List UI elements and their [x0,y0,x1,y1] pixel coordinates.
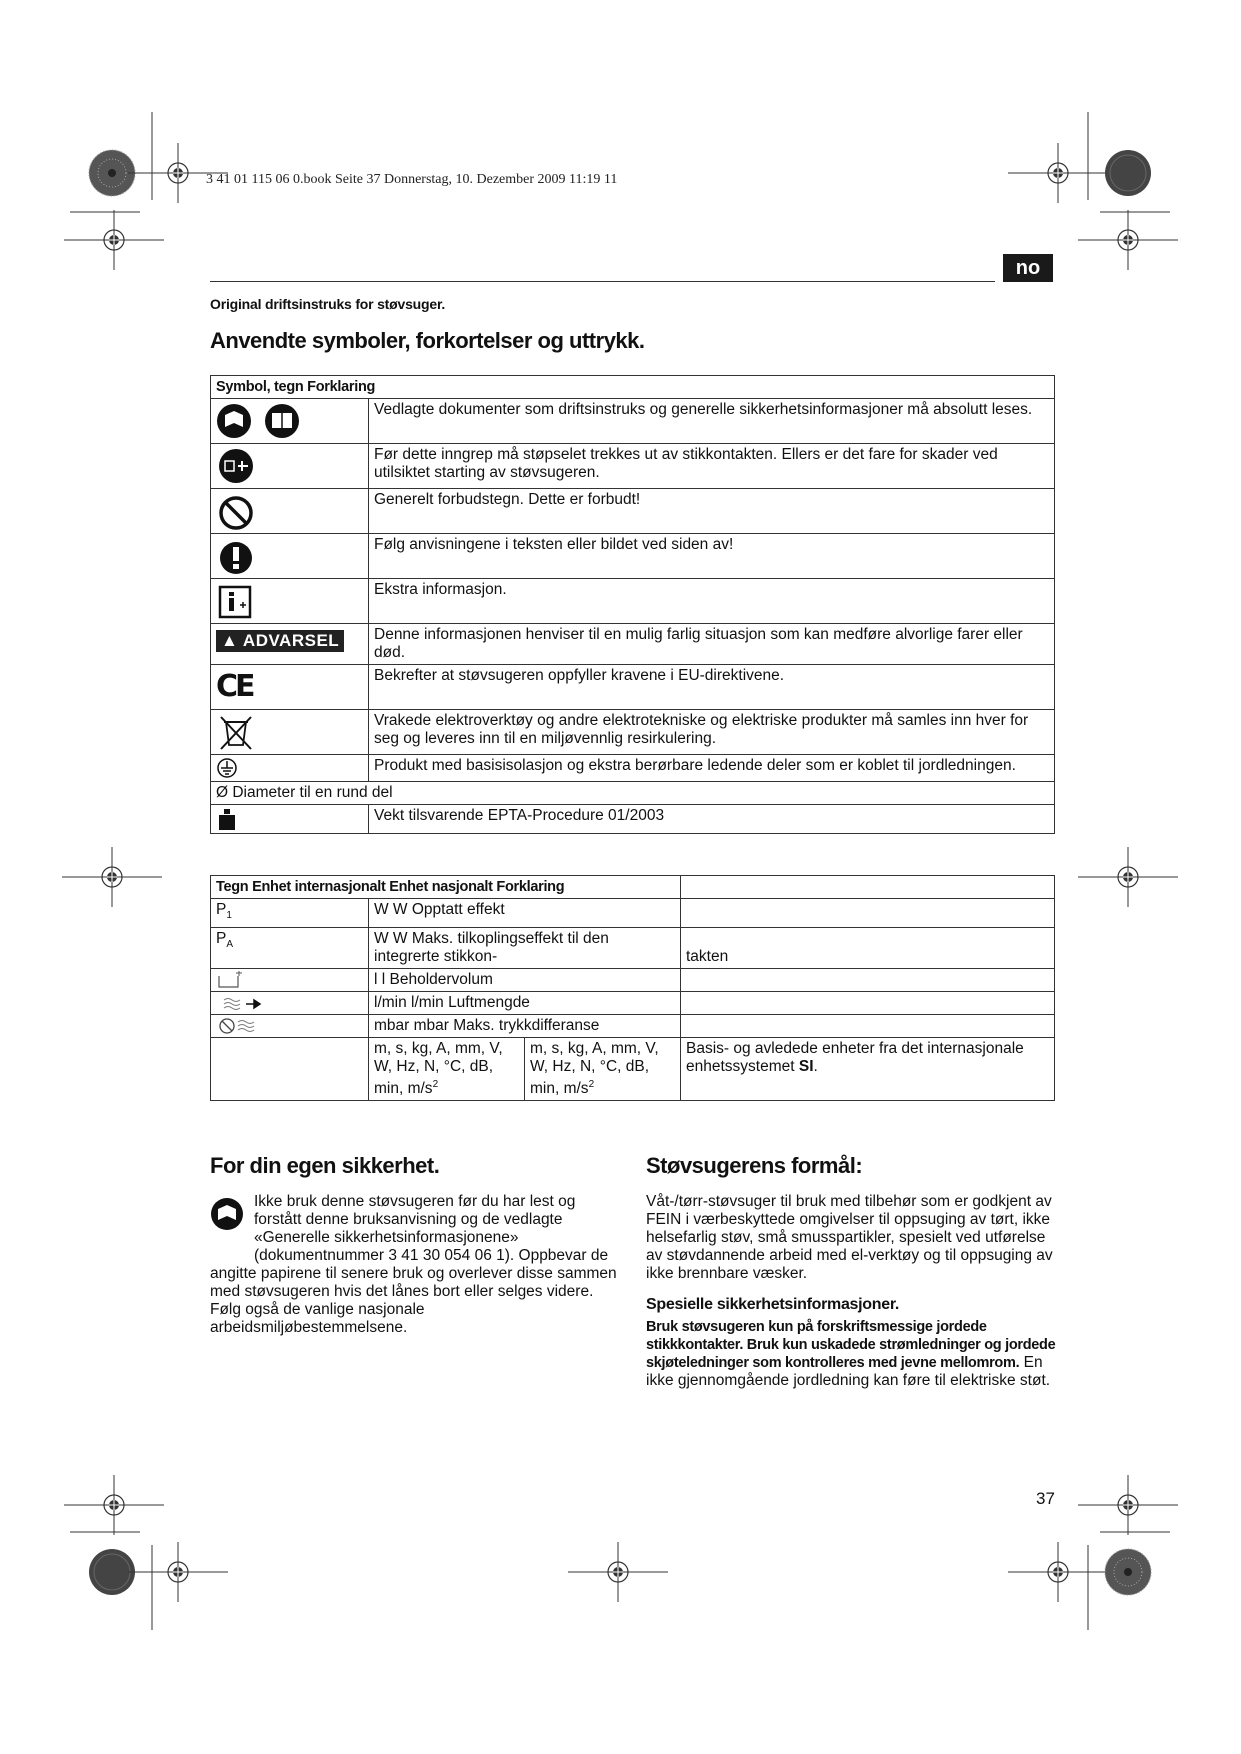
symbol-description: Ø Diameter til en rund del [211,782,1055,805]
purpose-paragraph: Våt-/tørr-støvsuger til bruk med tilbehør som er godkjent av FEIN i værbeskyttede omgivelser til oppsuging av tørt, ikke helsefarlig støv, små smusspartikler, spesielt ved utførelse av støvdannende arbeid med el-verktøy og til oppsuging av ikke brennbare væsker. [646,1193,1053,1282]
print-info: 3 41 01 115 06 0.book Seite 37 Donnerstag, 10. Dezember 2009 11:19 11 [206,172,618,187]
unit-description: W W Maks. tilkoplingseffekt til den integrerte stikkon- [369,928,681,969]
symbol-description: Generelt forbudstegn. Dette er forbudt! [369,489,1055,534]
safety-title: For din egen sikkerhet. [210,1153,440,1178]
ce-mark-icon: CE [216,669,253,704]
table-row [211,624,1055,665]
unit-description: l/min l/min Luftmengde [369,992,681,1015]
si-units-national: m, s, kg, A, mm, V, W, Hz, N, °C, dB, min, m/s [530,1040,659,1098]
table-row [211,969,1055,992]
table-row [211,399,1055,444]
page-title: Anvendte symboler, forkortelser og uttrykk. [210,328,645,353]
units-table-header: Tegn Enhet internasjonalt Enhet nasjonalt Forklaring [211,876,681,899]
read-manual-icon [216,401,300,441]
prohibited-icon [216,491,256,531]
table-header-row [211,876,1055,899]
table-row: m, s, kg, A, mm, V, W, Hz, N, °C, dB, min, $m/s^2$ m, s, kg, A, mm, V, W, Hz, N, °C, dB, min, $m/s^2$ Basis- og avledede enheter fra det internasjonale enhetssystemet SI. [211,1038,1055,1101]
unit-description: mbar mbar Maks. trykkdifferanse [369,1015,681,1038]
symbol-description: Produkt med basisisolasjon og ekstra berørbare ledende deler som er koblet til jordledningen. [369,755,1055,782]
symbol-description: Vedlagte dokumenter som driftsinstruks og generelle sikkerhetsinformasjoner må absolutt leses. [369,399,1055,444]
language-badge: no [1003,254,1053,282]
info-icon [216,581,256,621]
document-subtitle: Original driftsinstruks for støvsuger. [210,296,446,312]
table-row [211,444,1055,489]
ground-icon [216,757,238,779]
table-header-row [211,376,1055,399]
symbol-description: Følg anvisningene i teksten eller bildet ved siden av! [369,534,1055,579]
exclamation-icon [216,536,256,576]
unplug-icon [216,446,256,486]
weee-bin-icon [216,712,256,752]
symbol-description: Vrakede elektroverktøy og andre elektrotekniske og elektriske produkter må samles inn hver for seg og leveres inn til en miljøvennlig resirkulering. [369,710,1055,755]
weight-icon [216,807,238,831]
symbol-description: Denne informasjonen henviser til en mulig farlig situasjon som kan medføre alvorlige farer eller død. [369,624,1055,665]
si-units-international: m, s, kg, A, mm, V, W, Hz, N, °C, dB, min, m/s [374,1040,503,1098]
header-rule [210,281,995,282]
airflow-icon [216,996,272,1010]
table-row [211,805,1055,834]
table-row [211,489,1055,534]
table-row [211,534,1055,579]
safety-paragraph: Ikke bruk denne støvsugeren før du har lest og forstått denne bruksanvisning og de vedlagte «Generelle sikkerhetsinformasjonene» (dokumentnummer 3 41 30 054 06 1). Oppbevar de angitte papirene til senere bruk og overlever disse sammen med støvsugeren hvis det lånes bort eller selges videre. Følg også de vanlige nasjonale arbeidsmiljøbestemmelsene. [210,1193,617,1336]
pressure-difference-icon [216,1017,272,1035]
page-number: 37 [1036,1489,1055,1508]
special-safety-subtitle: Spesielle sikkerhetsinformasjoner. [646,1296,900,1313]
table-row [211,1015,1055,1038]
si-explanation: Basis- og avledede enheter fra det internasjonale enhetssystemet [686,1040,1024,1076]
table-row [211,755,1055,782]
unit-description: W W Opptatt effekt [369,899,681,928]
symbol-description: Vekt tilsvarende EPTA-Procedure 01/2003 [369,805,1055,834]
symbols-table [210,375,1055,834]
purpose-title: Støvsugerens formål: [646,1153,863,1178]
symbols-table-header: Symbol, tegn Forklaring [211,376,1055,399]
symbol-description: Før dette inngrep må støpselet trekkes ut av stikkontakten. Ellers er det fare for skader ved utilsiktet starting av støvsugeren. [369,444,1055,489]
symbol-description: Ekstra informasjon. [369,579,1055,624]
table-row [211,665,1055,710]
table-row: $P_A$ W W Maks. tilkoplingseffekt til den integrerte stikkon- takten [211,928,1055,969]
symbol-description: Bekrefter at støvsugeren oppfyller kravene i EU-direktivene. [369,665,1055,710]
warning-label-icon: ▲ ADVARSEL [216,630,344,652]
unit-description: l l Beholdervolum [369,969,681,992]
table-row: $P_1$ W W Opptatt effekt [211,899,1055,928]
units-table [210,875,1055,1101]
table-row [211,579,1055,624]
table-row [211,782,1055,805]
container-volume-icon [216,971,246,989]
special-safety-paragraph: Bruk støvsugeren kun på forskriftsmessige jordede stikkkontakter. Bruk kun uskadede strømledninger og jordede skjøteledninger som kontrolleres med jevne mellomrom. En ikke gjennomgående jordledning kan føre til elektriske støt. [646,1319,1056,1389]
table-row [211,992,1055,1015]
table-row [211,710,1055,755]
